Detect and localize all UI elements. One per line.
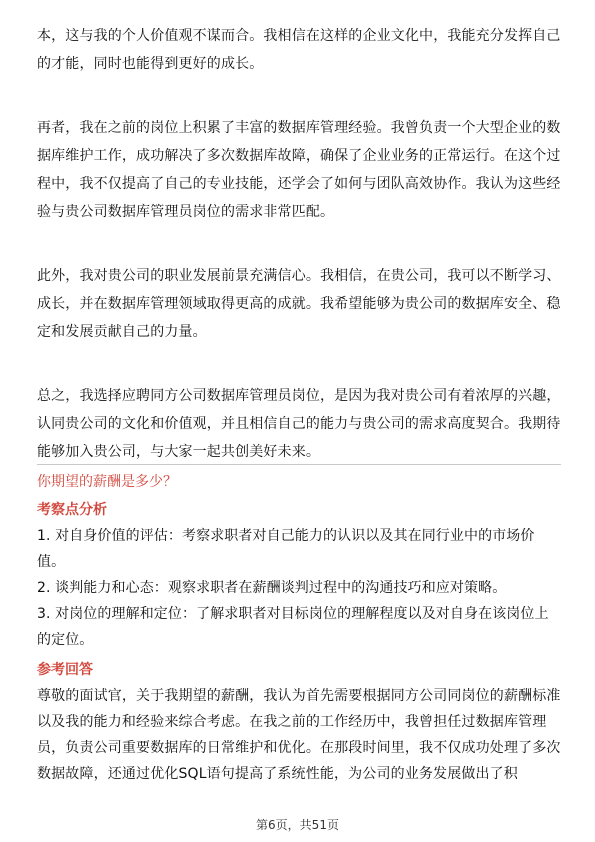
paragraph-3: 此外，我对贵公司的职业发展前景充满信心。我相信，在贵公司，我可以不断学习、成长，并在数据库管理领域取得更高的成就。我希望能够为贵公司的数据库安全、稳定和发展贡献自己的力量。	[37, 268, 561, 340]
page-number: 第6页，共51页	[256, 818, 339, 832]
question-section	[37, 469, 561, 787]
analysis-item-3: 3. 对岗位的理解和定位：了解求职者对目标岗位的理解程度以及对自身在该岗位上的定位。	[37, 606, 549, 648]
paragraph-1: 本，这与我的个人价值观不谋而合。我相信在这样的企业文化中，我能充分发挥自己的才能，同时也能得到更好的成长。	[37, 28, 561, 72]
analysis-list	[37, 523, 561, 653]
reference-answer: 尊敬的面试官，关于我期望的薪酬，我认为首先需要根据同方公司同岗位的薪酬标准以及我的能力和经验来综合考虑。在我之前的工作经历中，我曾担任过数据库管理员，负责公司重要数据库的日常维护和优化。在那段时间里，我不仅成功处理了多次数据故障，还通过优化SQL语句提高了系统性能，为公司的业务发展做出了积	[37, 688, 561, 782]
body-text	[37, 22, 561, 466]
question-heading: 你期望的薪酬是多少？	[37, 474, 177, 490]
reference-title: 参考回答	[37, 662, 93, 678]
analysis-item-2: 2. 谈判能力和心态：观察求职者在薪酬谈判过程中的沟通技巧和应对策略。	[37, 580, 507, 596]
analysis-item-1: 1. 对自身价值的评估：考察求职者对自己能力的认识以及其在同行业中的市场价值。	[37, 528, 535, 570]
paragraph-4: 总之，我选择应聘同方公司数据库管理员岗位，是因为我对贵公司有着浓厚的兴趣，认同贵公司的文化和价值观，并且相信自己的能力与贵公司的需求高度契合。我期待能够加入贵公司，与大家一起共创美好未来。	[37, 388, 561, 460]
section-divider	[37, 464, 561, 465]
analysis-title: 考察点分析	[37, 502, 107, 518]
paragraph-2: 再者，我在之前的岗位上积累了丰富的数据库管理经验。我曾负责一个大型企业的数据库维护工作，成功解决了多次数据库故障，确保了企业业务的正常运行。在这个过程中，我不仅提高了自己的专业技能，还学会了如何与团队高效协作。我认为这些经验与贵公司数据库管理员岗位的需求非常匹配。	[37, 120, 561, 220]
